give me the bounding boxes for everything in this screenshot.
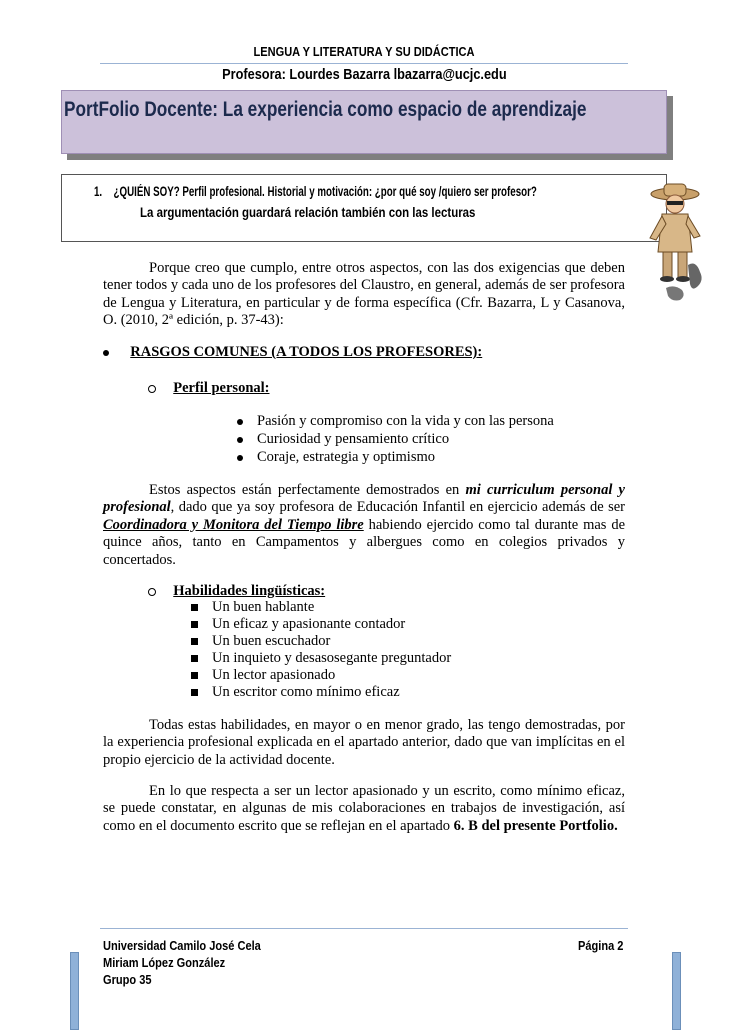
footer-rule xyxy=(100,928,628,929)
square-bullet-icon xyxy=(191,655,198,662)
question-line-2: La argumentación guardará relación también con las lecturas xyxy=(140,205,476,220)
footer-group: Grupo 35 xyxy=(103,972,152,987)
footer-page-number: Página 2 xyxy=(578,938,624,953)
circle-bullet-icon xyxy=(148,588,156,596)
list-item: Pasión y compromiso con la vida y con las persona xyxy=(237,413,554,430)
professor-header: Profesora: Lourdes Bazarra lbazarra@ucjc.edu xyxy=(222,66,507,83)
subsection-heading: Habilidades lingüísticas: xyxy=(173,583,326,599)
list-item: Un buen escuchador xyxy=(191,633,330,650)
list-item: Un eficaz y apasionante contador xyxy=(191,616,405,633)
list-item: Curiosidad y pensamiento crítico xyxy=(237,431,449,448)
question-number: 1. xyxy=(94,184,103,199)
section-heading: RASGOS COMUNES (A TODOS LOS PROFESORES): xyxy=(130,344,483,360)
footer-university: Universidad Camilo José Cela xyxy=(103,938,261,953)
square-bullet-icon xyxy=(191,621,198,628)
subsection-habilidades xyxy=(148,583,325,600)
bullet-icon xyxy=(237,437,243,443)
paragraph-4: En lo que respecta a ser un lector apasionado y un escrito, como mínimo eficaz, se puede constatar, en algunas de mis colaboraciones en trabajos de investigación, así como en el documento escrito que se reflejan en el apartado 6. B del presente Portfolio. xyxy=(103,783,625,834)
subsection-perfil xyxy=(148,380,270,397)
circle-bullet-icon xyxy=(148,385,156,393)
bullet-icon xyxy=(237,455,243,461)
paragraph-1: Porque creo que cumplo, entre otros aspectos, con las dos exigencias que deben tener todos y cada uno de los profesores del Claustro, en general, además de ser profesora de Lengua y Literatura, en particular y de forma específica (Cfr. Bazarra, L y Casanova, O. (2010, 2ª edición, p. 37-43): xyxy=(103,260,625,329)
list-item: Coraje, estrategia y optimismo xyxy=(237,449,435,466)
bullet-icon xyxy=(103,350,109,356)
list-item: Un inquieto y desasosegante preguntador xyxy=(191,650,451,667)
course-header: LENGUA Y LITERATURA Y SU DIDÁCTICA xyxy=(253,44,476,59)
paragraph-3: Todas estas habilidades, en mayor o en menor grado, las tengo demostradas, por la experiencia profesional explicada en el apartado anterior, dado que van implícitas en el propio ejercicio de la actividad docente. xyxy=(103,717,625,768)
bullet-icon xyxy=(237,419,243,425)
square-bullet-icon xyxy=(191,604,198,611)
list-item: Un lector apasionado xyxy=(191,667,335,684)
detective-figure-icon xyxy=(630,180,725,310)
square-bullet-icon xyxy=(191,672,198,679)
square-bullet-icon xyxy=(191,638,198,645)
subsection-heading: Perfil personal: xyxy=(173,380,270,396)
question-line-1: 1. ¿QUIÉN SOY? Perfil profesional. Historial y motivación: ¿por qué soy /quiero ser profesor? xyxy=(94,184,537,199)
header-rule xyxy=(100,63,628,64)
right-decor-bar xyxy=(672,952,681,1030)
left-decor-bar xyxy=(70,952,79,1030)
list-item: Un buen hablante xyxy=(191,599,314,616)
page-title: PortFolio Docente: La experiencia como espacio de aprendizaje xyxy=(64,98,587,121)
list-item: Un escritor como mínimo eficaz xyxy=(191,684,400,701)
section-rasgos xyxy=(103,344,482,361)
footer-author: Miriam López González xyxy=(103,955,226,970)
square-bullet-icon xyxy=(191,689,198,696)
paragraph-2: Estos aspectos están perfectamente demostrados en mi curriculum personal y profesional, dado que ya soy profesora de Educación Infantil en ejercicio además de ser Coordinadora y Monitora del Tiempo libre habiendo ejercido como tal durante mas de quince años, tanto en Campamentos y albergues como en colegios privados y concertados. xyxy=(103,482,626,568)
